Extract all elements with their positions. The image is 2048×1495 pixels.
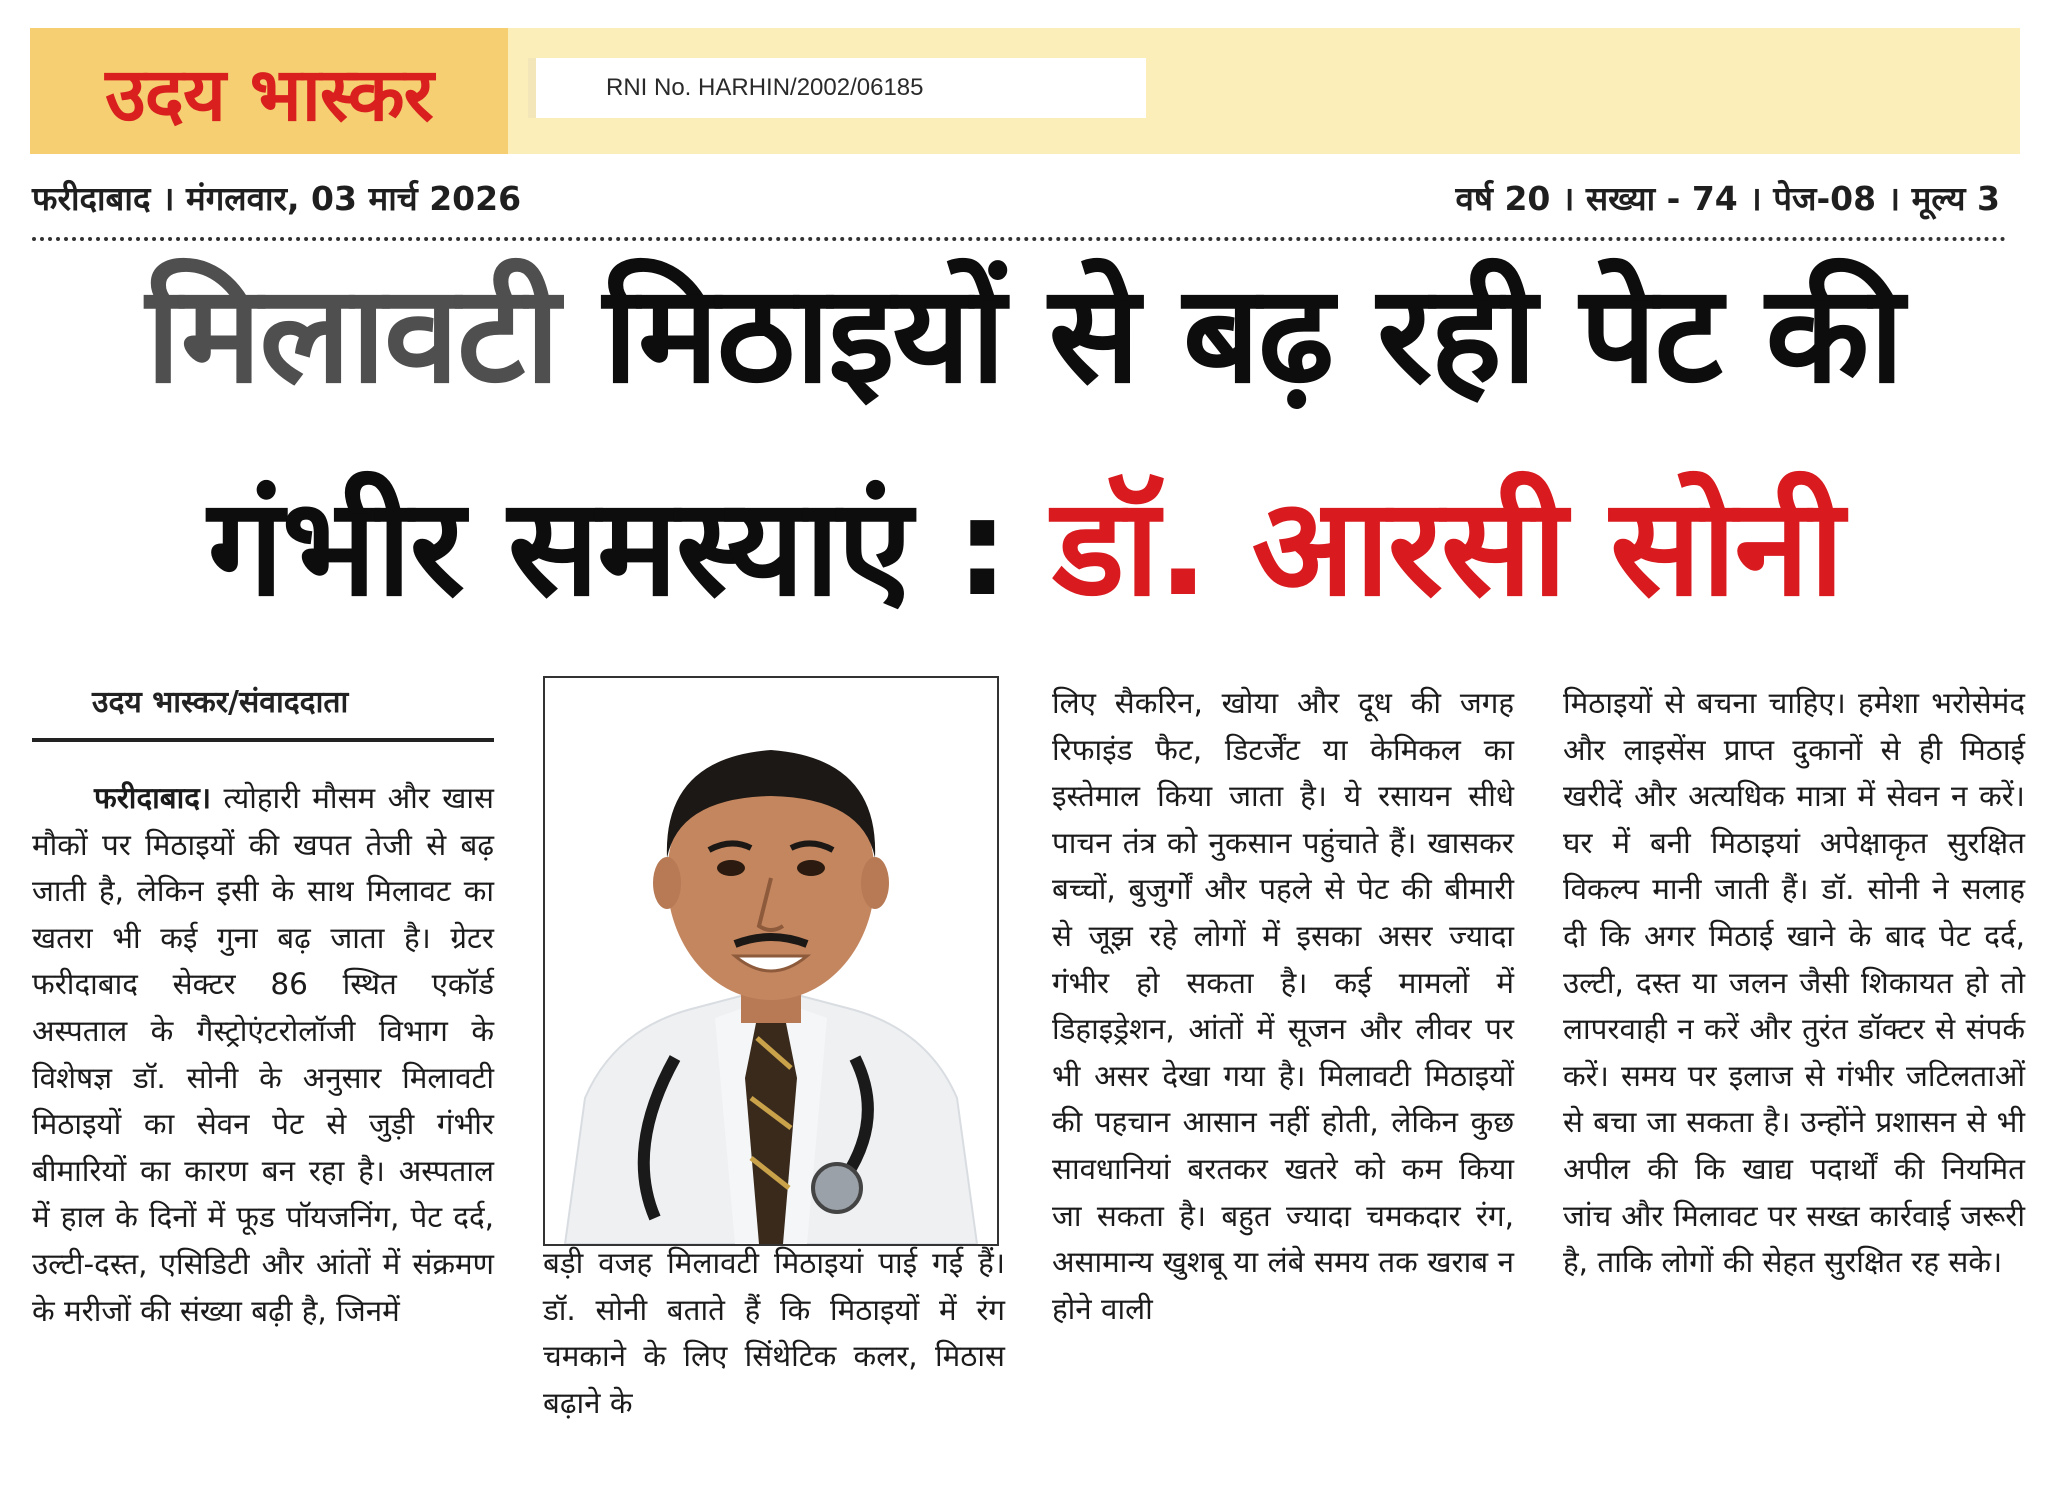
dateline-right: वर्ष 20 । सख्या - 74 । पेज-08 । मूल्य 3 <box>1455 178 2000 218</box>
headline-rest-1: मिठाइयों से बढ़ रही पेट की <box>603 256 1903 413</box>
article-column-4: मिठाइयों से बचना चाहिए। हमेशा भरोसेमंद और लाइसेंस प्राप्त दुकानों से ही मिठाई खरीदें और अत्यधिक मात्रा में सेवन न करें। घर में बनी मिठाइयां अपेक्षाकृत सुरक्षित विकल्प मानी जाती हैं। डॉ. सोनी ने सलाह दी कि अगर मिठाई खाने के बाद पेट दर्द, उल्टी, दस्त या जलन जैसी शिकायत हो तो लापरवाही न करें और तुरंत डॉक्टर से संपर्क करें। समय पर इलाज से गंभीर जटिलताओं से बचा जा सकता है। उन्होंने प्रशासन से भी अपील की कि खाद्य पदार्थों की नियमित जांच और मिलावट पर सख्त कार्रवाई जरूरी है, ताकि लोगों की सेहत सुरक्षित रह सके। <box>1563 686 2025 1280</box>
dateline-left: फरीदाबाद । मंगलवार, 03 मार्च 2026 <box>32 178 522 218</box>
article-column-3: लिए सैकरिन, खोया और दूध की जगह रिफाइंड फैट, डिटर्जेंट या केमिकल का इस्तेमाल किया जाता है। ये रसायन सीधे पाचन तंत्र को नुकसान पहुंचाते हैं। खासकर बच्चों, बुजुर्गों और पहले से पेट की बीमारी से जूझ रहे लोगों में इसका असर ज्यादा गंभीर हो सकता है। कई मामलों में डिहाइड्रेशन, आंतों में सूजन और लीवर पर भी असर देखा गया है। मिलावटी मिठाइयों की पहचान आसान नहीं होती, लेकिन कुछ सावधानियां बरतकर खतरे को कम किया जा सकता है। बहुत ज्यादा चमकदार रंग, असामान्य खुशबू या लंबे समय तक खराब न होने वाली <box>1052 686 1514 1326</box>
byline-divider <box>32 738 494 742</box>
doctor-portrait-image <box>545 678 997 1244</box>
article-lead: फरीदाबाद। <box>94 781 212 815</box>
rni-box <box>528 58 1146 118</box>
article-col1-text: त्योहारी मौसम और खास मौकों पर मिठाइयों की खपत तेजी से बढ़ जाती है, लेकिन इसी के साथ मिलावट का खतरा भी कई गुना बढ़ जाता है। ग्रेटर फरीदाबाद सेक्टर 86 स्थित एकॉर्ड अस्पताल के गैस्ट्रोएंटरोलॉजी विभाग के विशेषज्ञ डॉ. सोनी के अनुसार मिलावटी मिठाइयों का सेवन पेट से जुड़ी गंभीर बीमारियों का कारण बन रहा है। अस्पताल में हाल के दिनों में फूड पॉयजनिंग, पेट दर्द, उल्टी-दस्त, एसिडिटी और आंतों में संक्रमण के मरीजों की संख्या बढ़ी है, जिनमें <box>32 781 494 1328</box>
dateline <box>32 172 2000 222</box>
headline-word-grey: मिलावटी <box>145 256 559 413</box>
article-column-1 <box>32 775 494 1465</box>
masthead <box>30 28 2020 154</box>
newspaper-logo <box>30 28 508 154</box>
rni-number: RNI No. HARHIN/2002/06185 <box>606 74 924 101</box>
byline: उदय भास्कर/संवाददाता <box>92 685 349 720</box>
headline-part-red: डॉ. आरसी सोनी <box>1052 469 1843 626</box>
article-column-2: बड़ी वजह मिलावटी मिठाइयां पाई गई हैं। डॉ. सोनी बताते हैं कि मिठाइयों में रंग चमकाने के लिए सिंथेटिक कलर, मिठास बढ़ाने के <box>543 1246 1005 1420</box>
dotted-divider <box>32 237 2007 241</box>
headline-line-2 <box>60 468 1990 628</box>
logo-text: उदय भास्कर <box>105 51 433 138</box>
headline-part-black: गंभीर समस्याएं : <box>207 469 1008 626</box>
headline-line-1 <box>0 255 2048 415</box>
doctor-photo <box>543 676 999 1246</box>
